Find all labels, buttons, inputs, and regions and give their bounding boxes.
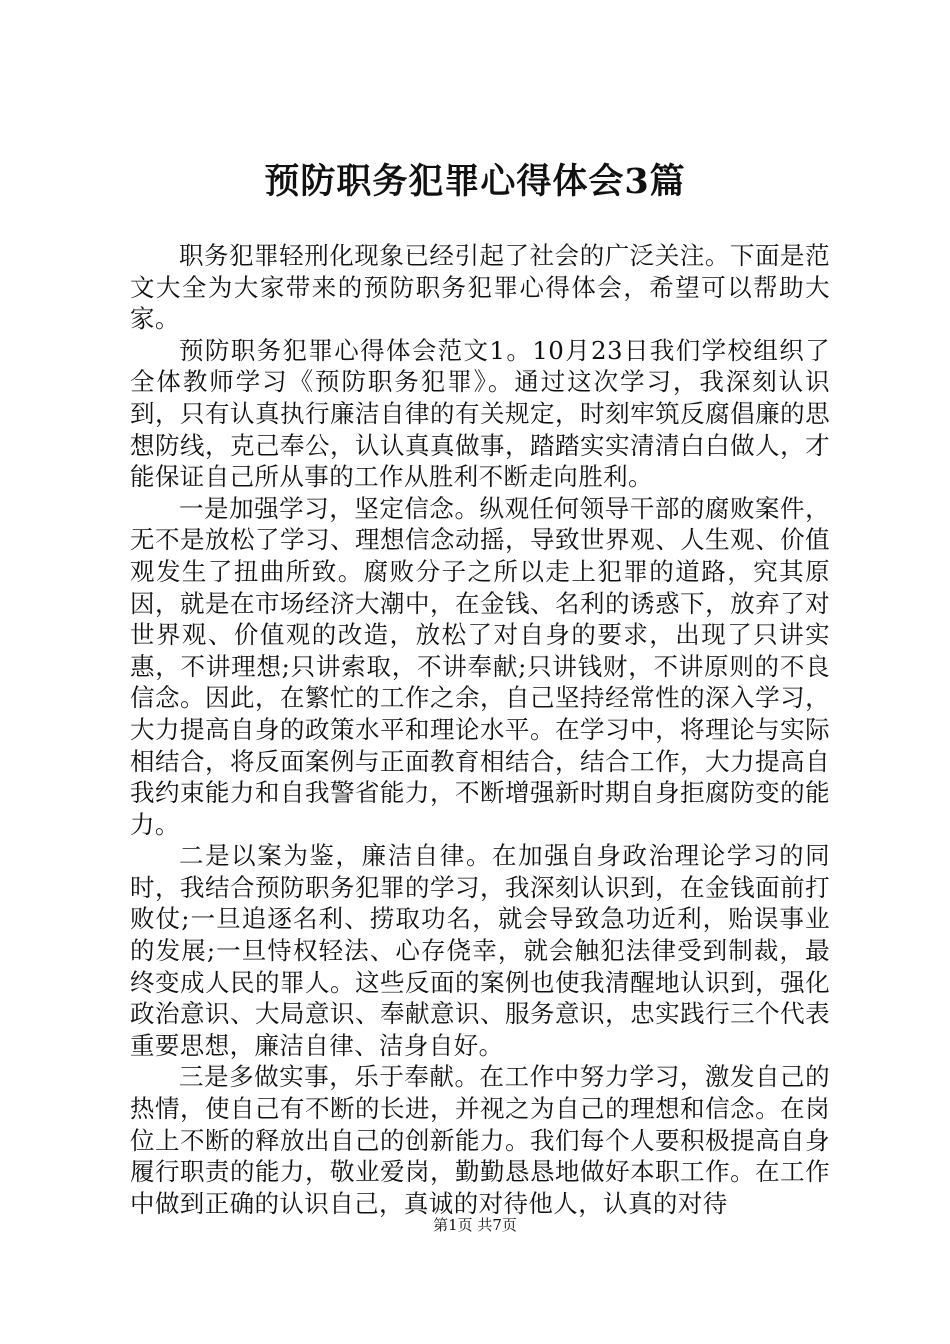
document-body	[130, 240, 830, 1219]
paragraph-point-3: 三是多做实事，乐于奉献。在工作中努力学习，激发自己的热情，使自己有不断的长进，并视之为自己的理想和信念。在岗位上不断的释放出自己的创新能力。我们每个人要积极提高自身履行职责的能力，敬业爱岗，勤勤恳恳地做好本职工作。在工作中做到正确的认识自己，真诚的对待他人，认真的对待	[130, 1062, 830, 1218]
paragraph-sample-1: 预防职务犯罪心得体会范文1。10月23日我们学校组织了全体教师学习《预防职务犯罪》。通过这次学习，我深刻认识到，只有认真执行廉洁自律的有关规定，时刻牢筑反腐倡廉的思想防线，克己奉公，认认真真做事，踏踏实实清清白白做人，才能保证自己所从事的工作从胜利不断走向胜利。	[130, 335, 830, 492]
paragraph-intro: 职务犯罪轻刑化现象已经引起了社会的广泛关注。下面是范文大全为大家带来的预防职务犯罪心得体会，希望可以帮助大家。	[130, 241, 830, 334]
document-title: 预防职务犯罪心得体会3篇	[264, 161, 686, 202]
paragraph-point-1: 一是加强学习，坚定信念。纵观任何领导干部的腐败案件，无不是放松了学习、理想信念动摇，导致世界观、人生观、价值观发生了扭曲所致。腐败分子之所以走上犯罪的道路，究其原因，就是在市场经济大潮中，在金钱、名利的诱惑下，放弃了对世界观、价值观的改造，放松了对自身的要求，出现了只讲实惠，不讲理想;只讲索取，不讲奉献;只讲钱财，不讲原则的不良信念。因此，在繁忙的工作之余，自己坚持经常性的深入学习，大力提高自身的政策水平和理论水平。在学习中，将理论与实际相结合，将反面案例与正面教育相结合，结合工作，大力提高自我约束能力和自我警省能力，不断增强新时期自身拒腐防变的能力。	[130, 493, 830, 839]
paragraph-point-2: 二是以案为鉴，廉洁自律。在加强自身政治理论学习的同时，我结合预防职务犯罪的学习，我深刻认识到，在金钱面前打败仗;一旦追逐名利、捞取功名，就会导致急功近利，贻误事业的发展;一旦恃权轻法、心存侥幸，就会触犯法律受到制裁，最终变成人民的罪人。这些反面的案例也使我清醒地认识到，强化政治意识、大局意识、奉献意识、服务意识，忠实践行三个代表重要思想，廉洁自律、洁身自好。	[130, 841, 830, 1060]
page-footer: 第1页 共7页	[433, 1216, 517, 1234]
